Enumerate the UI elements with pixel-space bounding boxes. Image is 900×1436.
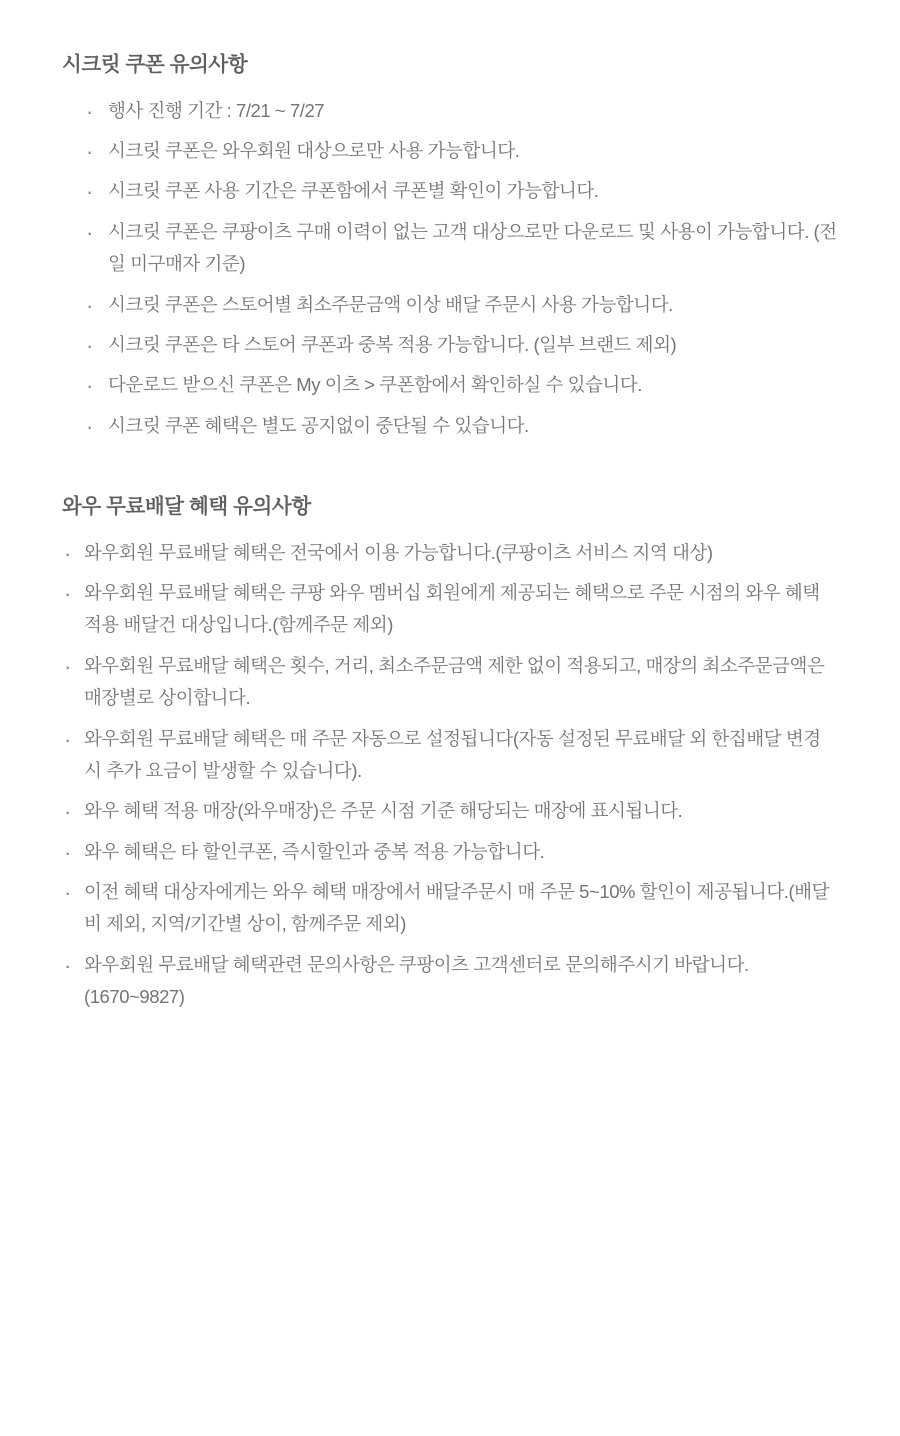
list-item: · 행사 진행 기간 : 7/21 ~ 7/27 [62,95,838,127]
wow-benefit-list [62,537,838,1014]
list-item: · 와우 혜택은 타 할인쿠폰, 즉시할인과 중복 적용 가능합니다. [62,836,838,868]
list-item: · 이전 혜택 대상자에게는 와우 혜택 매장에서 배달주문시 매 주문 5~10% 할인이 제공됩니다.(배달비 제외, 지역/기간별 상이, 함께주문 제외) [62,876,838,941]
list-item: · 시크릿 쿠폰은 와우회원 대상으로만 사용 가능합니다. [62,135,838,167]
list-item: · 와우회원 무료배달 혜택은 매 주문 자동으로 설정됩니다(자동 설정된 무료배달 외 한집배달 변경 시 추가 요금이 발생할 수 있습니다). [62,723,838,788]
list-item: · 시크릿 쿠폰 혜택은 별도 공지없이 중단될 수 있습니다. [62,410,838,442]
section-divider-space [62,450,838,494]
list-item: · 와우회원 무료배달 혜택은 쿠팡 와우 멤버십 회원에게 제공되는 혜택으로 주문 시점의 와우 혜택 적용 배달건 대상입니다.(함께주문 제외) [62,577,838,642]
section-wow-free-delivery [62,494,838,1014]
section-secret-coupon [62,52,838,442]
section-title-secret-coupon: 시크릿 쿠폰 유의사항 [62,53,248,76]
list-item: · 와우 혜택 적용 매장(와우매장)은 주문 시점 기준 해당되는 매장에 표시됩니다. [62,795,838,827]
list-item: · 시크릿 쿠폰은 타 스토어 쿠폰과 중복 적용 가능합니다. (일부 브랜드 제외) [62,329,838,361]
list-item: · 와우회원 무료배달 혜택관련 문의사항은 쿠팡이츠 고객센터로 문의해주시기 바랍니다. (1670~9827) [62,949,838,1014]
list-item: · 시크릿 쿠폰은 스토어별 최소주문금액 이상 배달 주문시 사용 가능합니다. [62,289,838,321]
list-item: · 다운로드 받으신 쿠폰은 My 이츠 > 쿠폰함에서 확인하실 수 있습니다. [62,369,838,401]
list-item: · 와우회원 무료배달 혜택은 전국에서 이용 가능합니다.(쿠팡이츠 서비스 지역 대상) [62,537,838,569]
list-item: · 시크릿 쿠폰은 쿠팡이츠 구매 이력이 없는 고객 대상으로만 다운로드 및 사용이 가능합니다. (전일 미구매자 기준) [62,216,838,281]
section-title-wow-free-delivery: 와우 무료배달 혜택 유의사항 [62,495,311,519]
list-item: · 시크릿 쿠폰 사용 기간은 쿠폰함에서 쿠폰별 확인이 가능합니다. [62,175,838,207]
secret-coupon-list [62,95,838,442]
list-item: · 와우회원 무료배달 혜택은 횟수, 거리, 최소주문금액 제한 없이 적용되고, 매장의 최소주문금액은 매장별로 상이합니다. [62,650,838,715]
